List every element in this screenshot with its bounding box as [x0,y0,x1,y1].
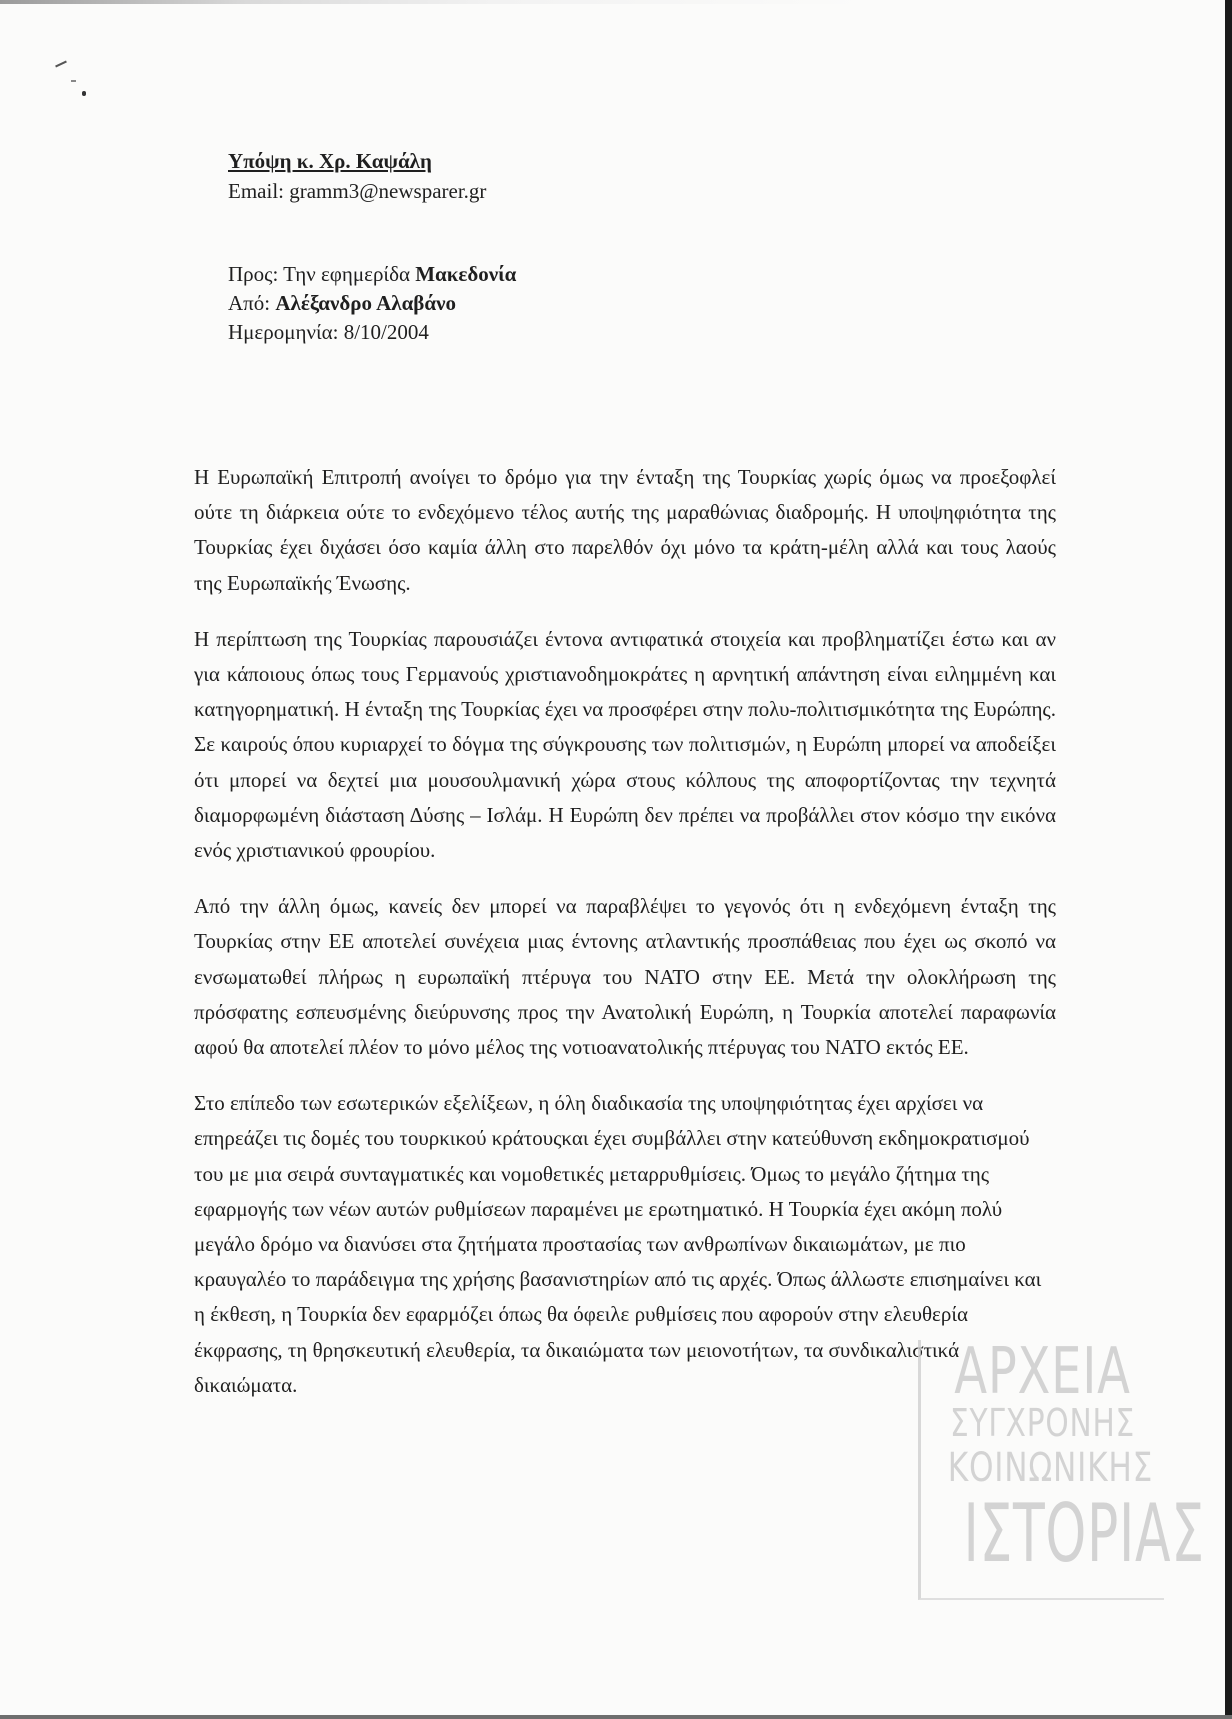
stamp-line: ΣΥΓΧΡΟΝΗΣ [949,1401,1136,1445]
letter-body [194,460,1056,1424]
email-line: Email: gramm3@newsparer.gr [228,179,487,203]
paragraph: Η περίπτωση της Τουρκίας παρουσιάζει έντονα αντιφατικά στοιχεία και προβληματίζει έστω και αν για κάποιους όπως τους Γερμανούς χριστιανοδημοκράτες η αρνητική απάντηση είναι ειλημμένη και κατηγορηματική. Η ένταξη της Τουρκίας έχει να προσφέρει στην πολυ-πολιτισμικότητα της Ευρώπης. Σε καιρούς όπου κυριαρχεί το δόγμα της σύγκρουσης των πολιτισμών, η Ευρώπη μπορεί να αποδείξει ότι μπορεί να δεχτεί μια μουσουλμανική χώρα στους κόλπους της αποφορτίζοντας την τεχνητά διαμορφωμένη διάσταση Δύσης – Ισλάμ. Η Ευρώπη δεν πρέπει να προβάλλει στον κόσμο την εικόνα ενός χριστιανικού φρουρίου. [194,626,1056,863]
scan-speck [71,80,76,82]
to-line [228,260,516,289]
archive-watermark-stamp [918,1335,1205,1600]
letter-header [228,146,486,206]
scan-speck [55,61,67,68]
date-line: Ημερομηνία: 8/10/2004 [228,320,429,344]
scan-top-edge [0,0,1232,4]
scan-bottom-edge [0,1715,1232,1719]
to-label: Προς: Την εφημερίδα [228,262,416,286]
paragraph: Από την άλλη όμως, κανείς δεν μπορεί να παραβλέψει το γεγονός ότι η ενδεχόμενη ένταξη της Τουρκίας στην ΕΕ αποτελεί συνέχεια μιας έντονης ατλαντικής προσπάθειας που έχει ως σκοπό να ενσωματωθεί πλήρως η ευρωπαϊκή πτέρυγα του ΝΑΤΟ στην ΕΕ. Μετά την ολοκλήρωση της πρόσφατης εσπευσμένης διεύρυνσης προς την Ανατολική Ευρώπη, η Τουρκία αποτελεί παραφωνία αφού θα αποτελεί πλέον το μόνο μέλος της νοτιοανατολικής πτέρυγας του ΝΑΤΟ εκτός ΕΕ. [194,894,1056,1060]
from-label: Από: [228,291,276,315]
from-line [228,289,516,318]
stamp-line: ΑΡΧΕΙΑ [954,1335,1131,1409]
paragraph: Στο επίπεδο των εσωτερικών εξελίξεων, η όλη διαδικασία της υποψηφιότητας έχει αρχίσει να επηρεάζει τις δομές του τουρκικού κράτουςκαι έχει συμβάλλει στην κατεύθυνση εκδημοκρατισμού του με μια σειρά συνταγματικές και νομοθετικές μεταρρυθμίσεις. Όμως το μεγάλο ζήτημα της εφαρμογής των νέων αυτών ρυθμίσεων παραμένει με ερωτηματικό. Η Τουρκία έχει ακόμη πολύ μεγάλο δρόμο να διανύσει στα ζητήματα προστασίας των ανθρωπίνων δικαιωμάτων, με πιο κραυγαλέο το παράδειγμα της χρήσης βασανιστηρίων από τις αρχές. Όπως άλλωστε επισημαίνει και η έκθεση, η Τουρκία δεν εφαρμόζει όπως θα όφειλε ρυθμίσεις που αφορούν στην ελευθερία έκφρασης, τη θρησκευτική ελευθερία, τα δικαιώματα των μειονοτήτων, τα συνδικαλιστικά δικαιώματα. [194,1091,1042,1397]
scan-right-edge [1225,0,1232,1719]
attention-line: Υπόψη κ. Χρ. Καψάλη [228,149,432,173]
from-value: Αλέξανδρο Αλαβάνο [275,291,456,315]
paragraph: Η Ευρωπαϊκή Επιτροπή ανοίγει το δρόμο για την ένταξη της Τουρκίας χωρίς όμως να προεξοφλεί ούτε τη διάρκεια ούτε το ενδεχόμενο τέλος αυτής της μαραθώνιας διαδρομής. Η υποψηφιότητα της Τουρκίας έχει διχάσει όσο καμία άλλη στο παρελθόν όχι μόνο τα κράτη-μέλη αλλά και τους λαούς της Ευρωπαϊκής Ένωσης. [194,465,1056,595]
to-value: Μακεδονία [415,262,517,286]
letter-meta [228,260,516,347]
scan-speck [82,91,86,96]
stamp-line: ΚΟΙΝΩΝΙΚΗΣ [947,1445,1154,1491]
stamp-line: ΙΣΤΟΡΙΑΣ [963,1487,1205,1580]
